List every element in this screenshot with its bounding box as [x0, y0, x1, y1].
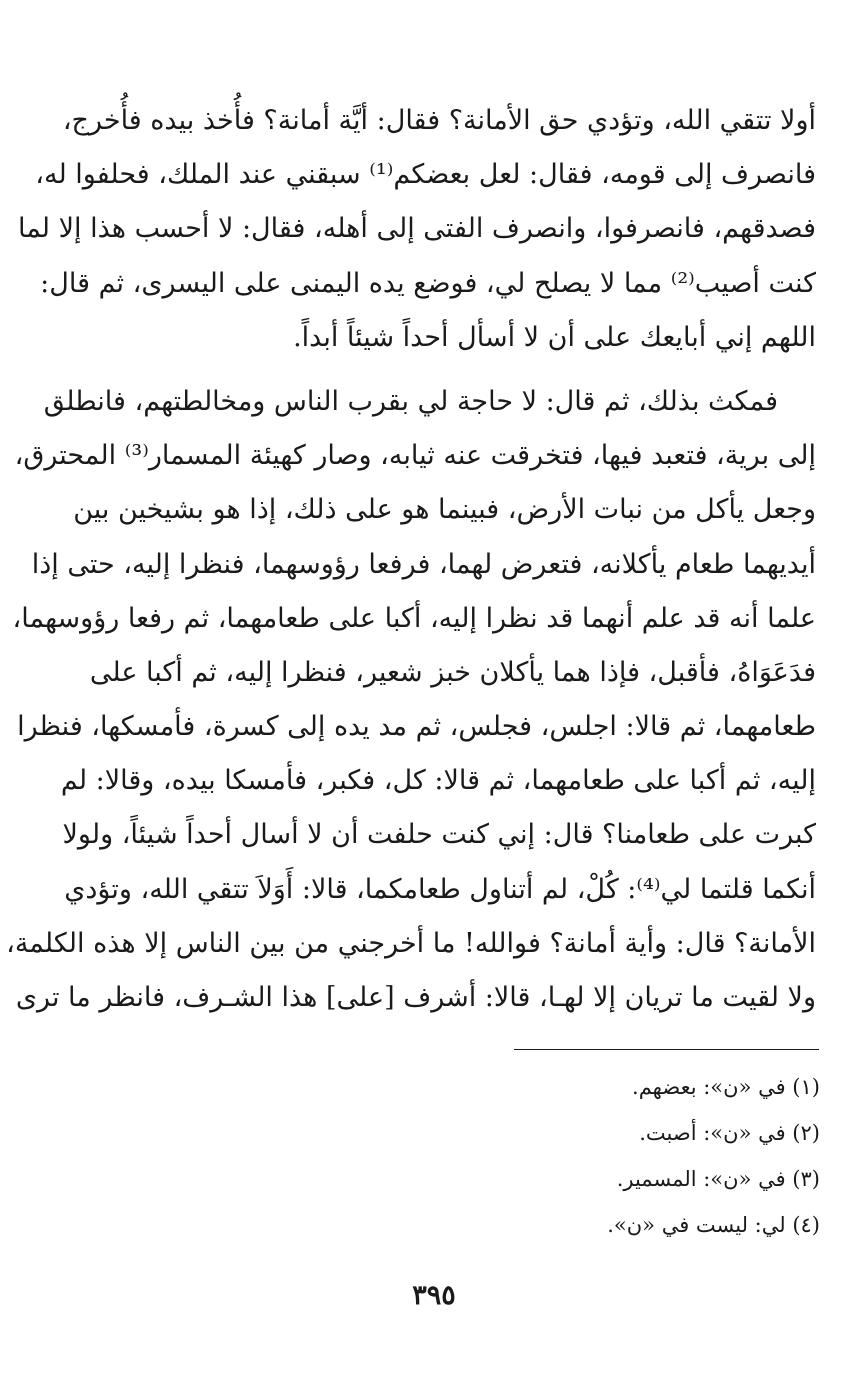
text-line: وجعل يأكل من نبات الأرض، فبينما هو على ذلك، إذا هو بشيخين بين: [73, 494, 816, 526]
text-line: إليه، ثم أكبا على طعامهما، ثم قالا: كل، فكبر، فأمسكا بيده، وقالا: لم: [60, 765, 816, 797]
text-line: كبرت على طعامنا؟ قال: إني كنت حلفت أن لا أسال أحداً شيئاً، ولولا: [62, 819, 816, 851]
main-text: [6, 94, 816, 1025]
text-line: اللهم إني أبايعك على أن لا أسأل أحداً شيئاً أبداً.: [293, 321, 816, 353]
text-line: فصدقهم، فانصرفوا، وانصرف الفتى إلى أهله، فقال: لا أحسب هذا إلا لما: [17, 213, 816, 245]
text-line: فدَعَوَاهُ، فأقبل، فإذا هما يأكلان خبز شعير، فنظرا إليه، ثم أكبا على: [89, 656, 816, 688]
text-line: أنكما قلتما لي⁽⁴⁾: كُلْ، لم أتناول طعامكما، قالا: أَوَلاَ تتقي الله، وتؤدي: [64, 873, 816, 905]
text-line: أولا تتقي الله، وتؤدي حق الأمانة؟ فقال: أيَّة أمانة؟ فأُخذ بيده فأُخرج،: [62, 105, 816, 136]
footnote: (١) في «ن»: بعضهم.: [632, 1075, 820, 1099]
text-line: طعامهما، ثم قالا: اجلس، فجلس، ثم مد يده إلى كسرة، فأمسكها، فنظرا: [17, 711, 816, 743]
text-line: كنت أصيب⁽²⁾ مما لا يصلح لي، فوضع يده اليمنى على اليسرى، ثم قال:: [40, 267, 816, 299]
footnote-divider: [514, 1049, 819, 1050]
text-line: ولا لقيت ما تريان إلا لهـا، قالا: أشرف [على] هذا الشـرف، فانظر ما ترى: [15, 982, 816, 1013]
footnote: (٢) في «ن»: أصبت.: [639, 1121, 820, 1145]
text-line: فانصرف إلى قومه، فقال: لعل بعضكم⁽¹⁾ سبقني عند الملك، فحلفوا له،: [35, 159, 816, 191]
footnote: (٤) لي: ليست في «ن».: [607, 1213, 820, 1237]
text-line: فمكث بذلك، ثم قال: لا حاجة لي بقرب الناس ومخالطتهم، فانطلق: [43, 385, 778, 417]
page-number: ٣٩٥: [412, 1280, 456, 1311]
footnote: (٣) في «ن»: المسمير.: [616, 1167, 820, 1191]
text-line: إلى برية، فتعبد فيها، فتخرقت عنه ثيابه، وصار كهيئة المسمار⁽³⁾ المحترق،: [14, 440, 816, 472]
text-line: الأمانة؟ قال: وأية أمانة؟ فوالله! ما أخرجني من بين الناس إلا هذه الكلمة،: [6, 927, 816, 959]
footnotes: [300, 1064, 820, 1248]
text-line: علما أنه قد علم أنهما قد نظرا إليه، أكبا على طعامهما، ثم رفعا رؤوسهما،: [12, 602, 816, 634]
text-line: أيديهما طعام يأكلانه، فتعرض لهما، فرفعا رؤوسهما، فنظرا إليه، حتى إذا: [31, 548, 816, 580]
paragraph-gap: [100, 365, 816, 375]
